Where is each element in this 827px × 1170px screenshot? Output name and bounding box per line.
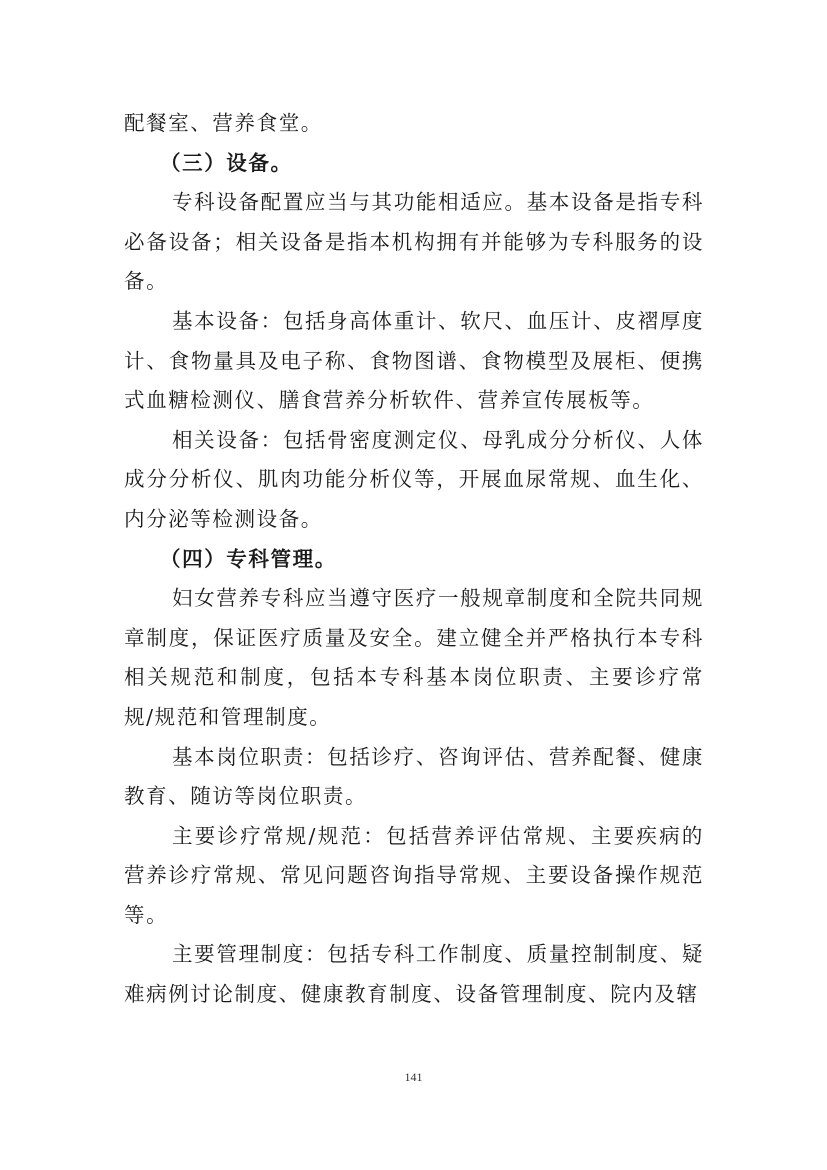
paragraph-management-intro: 妇女营养专科应当遵守医疗一般规章制度和全院共同规章制度，保证医疗质量及安全。建立健全并严格执行本专科相关规范和制度，包括本专科基本岗位职责、主要诊疗常规/规范和管理制度。: [124, 586, 704, 729]
section-heading-equipment: （三）设备。: [160, 150, 293, 175]
page-number: 141: [404, 1070, 423, 1084]
paragraph-equipment-intro: 专科设备配置应当与其功能相适应。基本设备是指专科必备设备；相关设备是指本机构拥有并能够为专科服务的设备。: [124, 190, 704, 294]
paragraph-continuation: 配餐室、营养食堂。: [124, 111, 323, 135]
paragraph-basic-equipment: 基本设备：包括身高体重计、软尺、血压计、皮褶厚度计、食物量具及电子称、食物图谱、食物模型及展柜、便携式血糖检测仪、膳食营养分析软件、营养宣传展板等。: [124, 308, 704, 413]
section-heading-management: （四）专科管理。: [160, 546, 337, 571]
paragraph-job-duties: 基本岗位职责：包括诊疗、咨询评估、营养配餐、健康教育、随访等岗位职责。: [124, 744, 704, 809]
paragraph-related-equipment: 相关设备：包括骨密度测定仪、母乳成分分析仪、人体成分分析仪、肌肉功能分析仪等，开展血尿常规、血生化、内分泌等检测设备。: [124, 427, 704, 531]
paragraph-management-rules: 主要管理制度：包括专科工作制度、质量控制制度、疑难病例讨论制度、健康教育制度、设备管理制度、院内及辖: [124, 942, 704, 1007]
paragraph-diagnosis-norms: 主要诊疗常规/规范：包括营养评估常规、主要疾病的营养诊疗常规、常见问题咨询指导常规、主要设备操作规范等。: [124, 823, 704, 927]
document-body: [124, 104, 704, 1015]
